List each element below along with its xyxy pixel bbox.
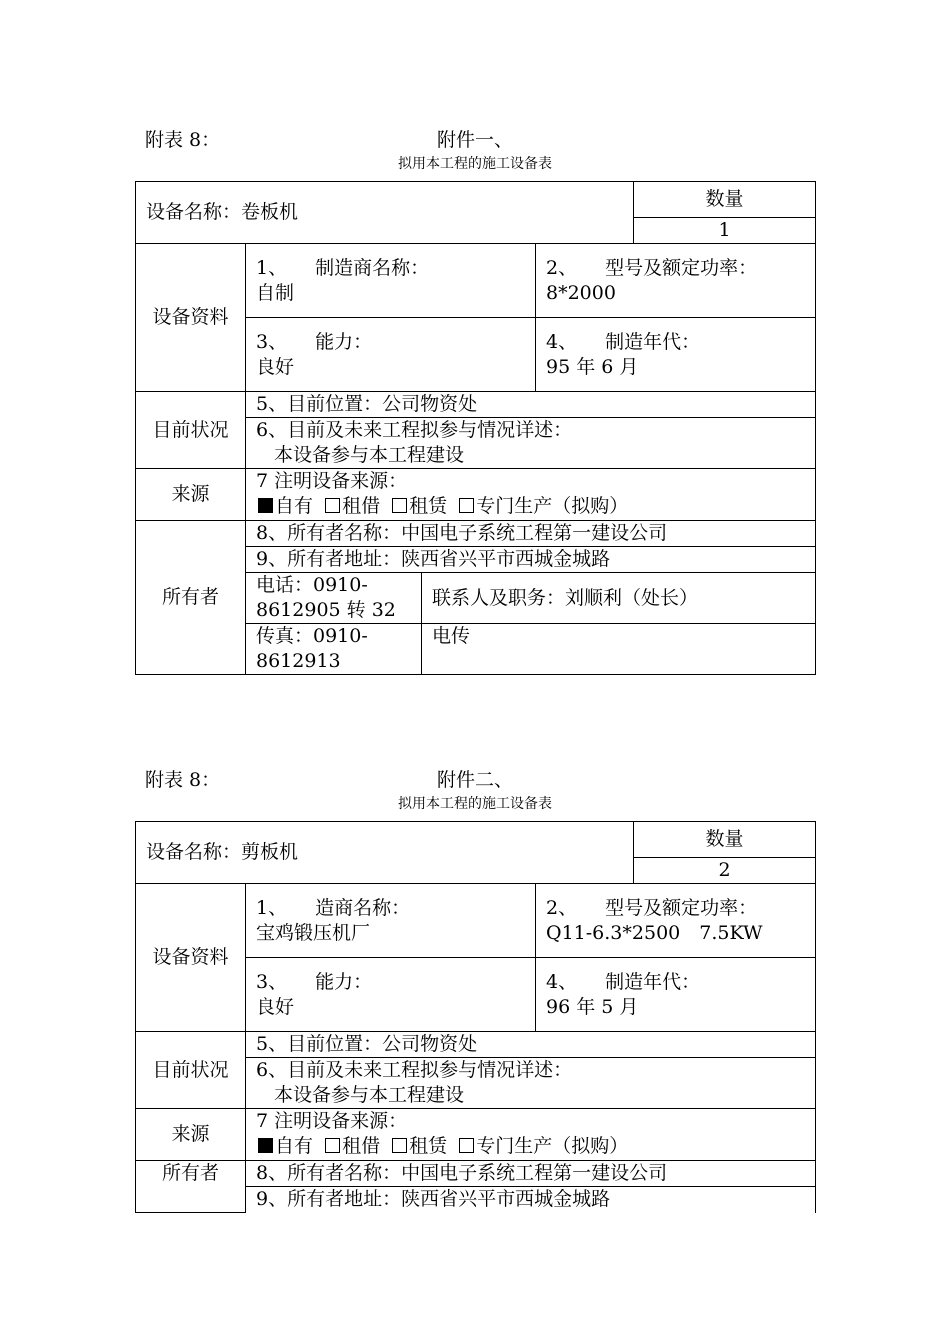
manufacture-date-value: 95 年 6 月	[546, 356, 639, 378]
checkbox-empty-icon	[392, 498, 407, 513]
source-cell	[246, 469, 816, 521]
checkbox-checked-icon	[258, 1138, 273, 1153]
item-number: 2、	[546, 897, 578, 919]
model-power-cell	[536, 244, 816, 318]
capacity-value: 良好	[256, 356, 295, 378]
form-header	[135, 125, 815, 181]
equipment-table	[135, 821, 816, 1213]
source-title: 7 注明设备来源：	[256, 470, 408, 492]
manufacturer-value: 宝鸡锻压机厂	[256, 922, 371, 944]
capacity-title: 能力：	[315, 331, 373, 353]
owner-address: 9、所有者地址：陕西省兴平市西城金城路	[246, 547, 816, 573]
model-power-value: Q11-6.3*2500 7.5KW	[546, 922, 763, 944]
quantity-label: 数量	[634, 822, 816, 858]
manufacture-date-cell	[536, 318, 816, 392]
quantity-value: 1	[634, 218, 816, 244]
source-option-borrow: 租借	[342, 495, 381, 517]
owner-fax: 传真：0910-8612913	[246, 624, 422, 675]
source-option-borrow: 租借	[342, 1135, 381, 1157]
manufacturer-cell	[246, 244, 536, 318]
model-power-title: 型号及额定功率：	[605, 897, 758, 919]
manufacturer-title: 制造商名称：	[315, 257, 430, 279]
source-option-own: 自有	[275, 495, 314, 517]
owner-name: 8、所有者名称：中国电子系统工程第一建设公司	[246, 1161, 816, 1187]
item-number: 1、	[256, 897, 288, 919]
checkbox-checked-icon	[258, 498, 273, 513]
equipment-info-label: 设备资料	[136, 884, 246, 1032]
source-option-lease: 租赁	[409, 1135, 448, 1157]
item-number: 3、	[256, 331, 288, 353]
source-option-purchase: 专门生产（拟购）	[476, 1135, 629, 1157]
equipment-form-1	[135, 125, 815, 675]
location-text: 5、目前位置：公司物资处	[246, 1032, 816, 1058]
equipment-info-label: 设备资料	[136, 244, 246, 392]
capacity-title: 能力：	[315, 971, 373, 993]
checkbox-empty-icon	[325, 1138, 340, 1153]
equipment-name-cell	[136, 182, 634, 244]
manufacture-date-title: 制造年代：	[605, 971, 701, 993]
manufacture-date-cell	[536, 958, 816, 1032]
participation-value: 本设备参与本工程建设	[274, 444, 465, 466]
equipment-form-2	[135, 765, 815, 1213]
manufacture-date-title: 制造年代：	[605, 331, 701, 353]
capacity-value: 良好	[256, 996, 295, 1018]
checkbox-empty-icon	[459, 1138, 474, 1153]
source-cell	[246, 1109, 816, 1161]
model-power-value: 8*2000	[546, 282, 616, 304]
equipment-name-value: 剪板机	[241, 841, 299, 863]
source-option-purchase: 专门生产（拟购）	[476, 495, 629, 517]
owner-telegram: 电传	[422, 624, 816, 675]
capacity-cell	[246, 958, 536, 1032]
participation-cell	[246, 418, 816, 469]
status-label: 目前状况	[136, 1032, 246, 1109]
checkbox-empty-icon	[459, 498, 474, 513]
item-number: 4、	[546, 971, 578, 993]
item-number: 1、	[256, 257, 288, 279]
equipment-name-cell	[136, 822, 634, 884]
attachment-label: 附表 8：	[145, 769, 221, 791]
attachment-label: 附表 8：	[145, 129, 221, 151]
owner-name: 8、所有者名称：中国电子系统工程第一建设公司	[246, 521, 816, 547]
owner-address: 9、所有者地址：陕西省兴平市西城金城路	[246, 1187, 816, 1213]
equipment-name-value: 卷板机	[241, 201, 299, 223]
location-text: 5、目前位置：公司物资处	[246, 392, 816, 418]
model-power-title: 型号及额定功率：	[605, 257, 758, 279]
equipment-table	[135, 181, 816, 675]
equipment-name-label: 设备名称：	[146, 841, 242, 863]
equipment-name-label: 设备名称：	[146, 201, 242, 223]
form-subtitle: 拟用本工程的施工设备表	[398, 796, 552, 812]
model-power-cell	[536, 884, 816, 958]
manufacturer-cell	[246, 884, 536, 958]
capacity-cell	[246, 318, 536, 392]
checkbox-empty-icon	[392, 1138, 407, 1153]
manufacturer-value: 自制	[256, 282, 295, 304]
annex-title: 附件二、	[436, 769, 513, 791]
participation-cell	[246, 1058, 816, 1109]
participation-title: 6、目前及未来工程拟参与情况详述：	[256, 1059, 573, 1081]
source-label: 来源	[136, 1109, 246, 1161]
owner-label: 所有者	[136, 1161, 246, 1213]
owner-label: 所有者	[136, 521, 246, 675]
checkbox-empty-icon	[325, 498, 340, 513]
manufacture-date-value: 96 年 5 月	[546, 996, 639, 1018]
source-title: 7 注明设备来源：	[256, 1110, 408, 1132]
source-option-own: 自有	[275, 1135, 314, 1157]
owner-phone: 电话：0910-8612905 转 32	[246, 573, 422, 624]
item-number: 4、	[546, 331, 578, 353]
item-number: 2、	[546, 257, 578, 279]
manufacturer-title: 造商名称：	[315, 897, 411, 919]
quantity-label: 数量	[634, 182, 816, 218]
participation-title: 6、目前及未来工程拟参与情况详述：	[256, 419, 573, 441]
form-header	[135, 765, 815, 821]
source-option-lease: 租赁	[409, 495, 448, 517]
item-number: 3、	[256, 971, 288, 993]
annex-title: 附件一、	[436, 129, 513, 151]
owner-contact: 联系人及职务：刘顺利（处长）	[422, 573, 816, 624]
quantity-value: 2	[634, 858, 816, 884]
source-label: 来源	[136, 469, 246, 521]
form-subtitle: 拟用本工程的施工设备表	[398, 156, 552, 172]
status-label: 目前状况	[136, 392, 246, 469]
participation-value: 本设备参与本工程建设	[274, 1084, 465, 1106]
